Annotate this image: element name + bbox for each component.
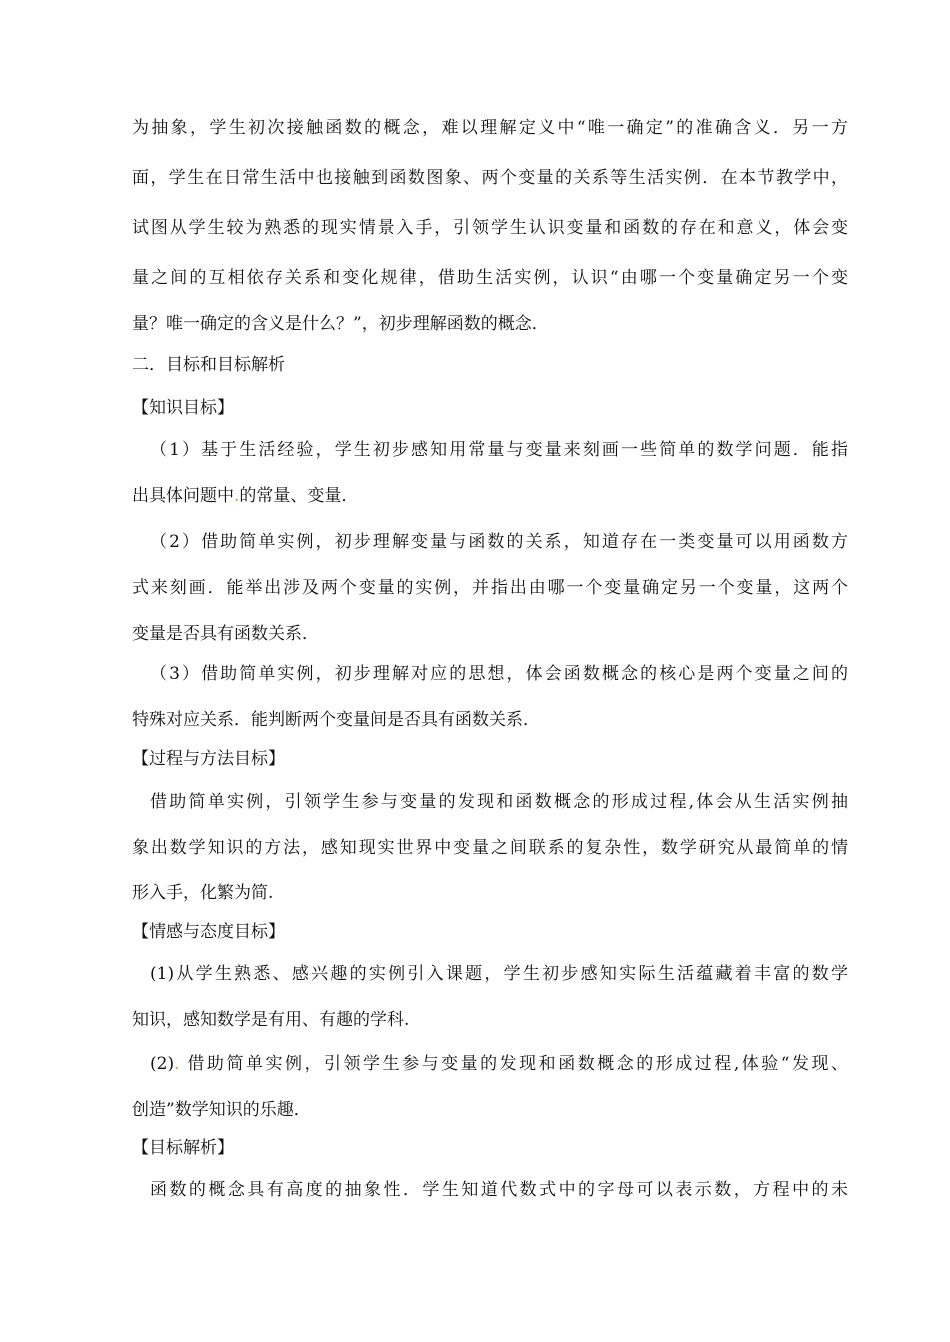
knowledge-item-2-line-3: 变量是否具有函数关系．	[132, 624, 319, 644]
process-line-2: 象出数学知识的方法，感知现实世界中变量之间联系的复杂性，数学研究从最简单的情	[132, 838, 848, 858]
emotion-item-2-prefix: (2)	[150, 1054, 175, 1074]
knowledge-item-2-line-2: 式来刻画．能举出涉及两个变量的实例，并指出由哪一个变量确定另一个变量，这两个	[132, 578, 848, 598]
knowledge-item-3-line-1: （3）借助简单实例，初步理解对应的思想，体会函数概念的核心是两个变量之间的	[150, 664, 848, 684]
process-line-3: 形入手，化繁为简.	[132, 883, 274, 903]
process-heading: 【过程与方法目标】	[132, 749, 285, 769]
emotion-item-2-line-2: 创造”数学知识的乐趣．	[132, 1100, 311, 1120]
annotation-mark: .	[234, 486, 240, 506]
intro-line-1: 为抽象，学生初次接触函数的概念，难以理解定义中“唯一确定”的准确含义．另一方	[132, 118, 848, 138]
annotation-mark: .	[174, 1054, 180, 1074]
knowledge-item-3-line-2: 特殊对应关系．能判断两个变量间是否具有函数关系．	[132, 710, 540, 730]
emotion-item-2-line-1	[150, 1052, 848, 1076]
knowledge-item-1-text-b: 的常量、变量．	[239, 486, 359, 506]
process-line-1: 借助简单实例，引领学生参与变量的发现和函数概念的形成过程,体会从生活实例抽	[150, 792, 848, 812]
emotion-heading: 【情感与态度目标】	[132, 922, 285, 942]
intro-line-3: 试图从学生较为熟悉的现实情景入手，引领学生认识变量和函数的存在和意义，体会变	[132, 218, 848, 238]
emotion-item-2-text: 借助简单实例，引领学生参与变量的发现和函数概念的形成过程,体验“发现、	[179, 1054, 848, 1074]
intro-line-5: 量？唯一确定的含义是什么？”，初步理解函数的概念．	[132, 314, 549, 334]
knowledge-item-1-line-2	[132, 484, 848, 508]
emotion-item-1-line-1: (1)从学生熟悉、感兴趣的实例引入课题，学生初步感知实际生活蕴藏着丰富的数学	[150, 964, 848, 984]
knowledge-item-1-text-a: 出具体问题中	[132, 486, 234, 506]
intro-line-4: 量之间的互相依存关系和变化规律，借助生活实例，认识“由哪一个变量确定另一个变	[132, 268, 848, 288]
knowledge-heading: 【知识目标】	[132, 398, 234, 418]
analysis-line-1: 函数的概念具有高度的抽象性．学生知道代数式中的字母可以表示数，方程中的未	[150, 1180, 848, 1200]
analysis-heading: 【目标解析】	[132, 1138, 234, 1158]
intro-line-2: 面，学生在日常生活中也接触到函数图象、两个变量的关系等生活实例．在本节教学中，	[132, 168, 848, 188]
knowledge-item-2-line-1: （2）借助简单实例，初步理解变量与函数的关系，知道存在一类变量可以用函数方	[150, 532, 848, 552]
emotion-item-1-line-2: 知识，感知数学是有用、有趣的学科.	[132, 1010, 410, 1030]
knowledge-item-1-line-1: （1）基于生活经验，学生初步感知用常量与变量来刻画一些简单的数学问题．能指	[150, 440, 848, 460]
section-title: 二．目标和目标解析	[132, 355, 285, 375]
